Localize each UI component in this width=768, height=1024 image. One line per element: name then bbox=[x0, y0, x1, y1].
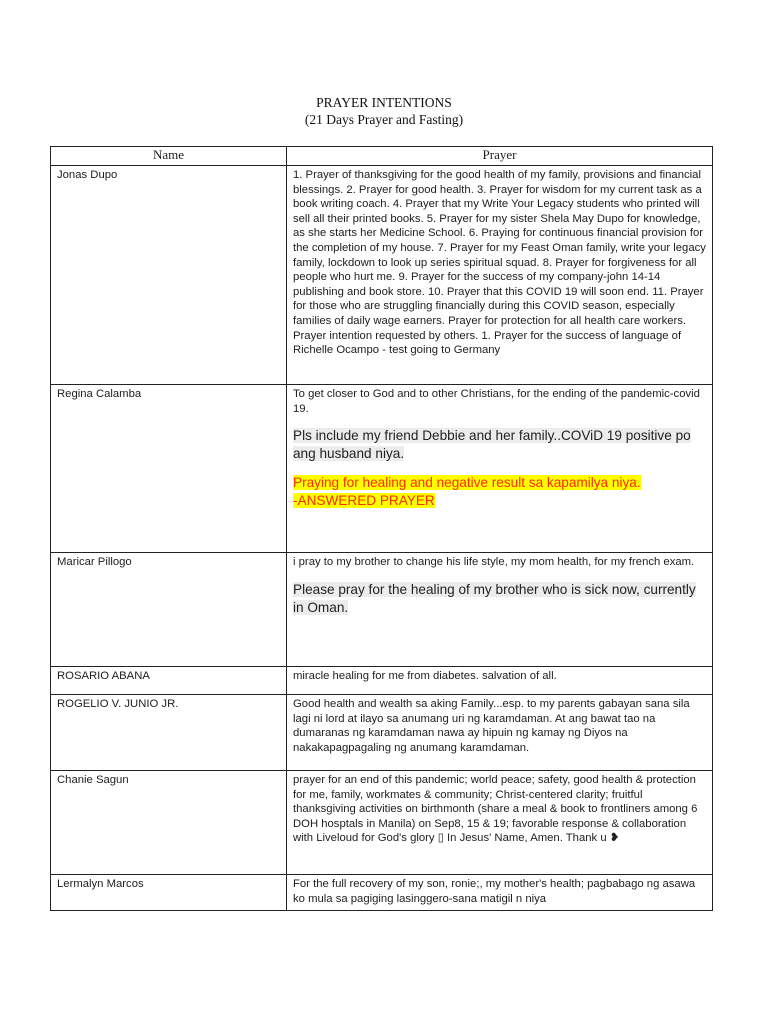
name-cell: Jonas Dupo bbox=[51, 166, 287, 385]
prayer-cell bbox=[287, 875, 713, 911]
prayer-cell bbox=[287, 695, 713, 771]
table-row bbox=[51, 771, 713, 875]
prayer-cell bbox=[287, 385, 713, 553]
document-header bbox=[0, 94, 768, 128]
name-cell: ROGELIO V. JUNIO JR. bbox=[51, 695, 287, 771]
column-header-prayer: Prayer bbox=[287, 147, 713, 166]
table-row bbox=[51, 385, 713, 553]
additional-request-text: Please pray for the healing of my brother who is sick now, currently in Oman. bbox=[293, 581, 696, 615]
prayer-text: Good health and wealth sa aking Family...esp. to my parents gabayan sana sila lagi ni lord at ilayo sa anumang uri ng karamdaman. At ang bawat tao na dumaranas ng karamdaman nawa ay hipuin ng kamay ng Diyos na nakakapagpagaling ng anumang karamdaman. bbox=[293, 698, 690, 754]
table-row bbox=[51, 695, 713, 771]
table-row bbox=[51, 166, 713, 385]
name-cell: Regina Calamba bbox=[51, 385, 287, 553]
name-cell: Maricar Pillogo bbox=[51, 553, 287, 667]
prayer-cell bbox=[287, 166, 713, 385]
document-title: PRAYER INTENTIONS bbox=[316, 95, 452, 110]
document-subtitle: (21 Days Prayer and Fasting) bbox=[304, 112, 464, 127]
prayer-text: For the full recovery of my son, ronie;, my mother's health; pagbabago ng asawa ko mula sa pagiging lasinggero-sana matigil n niya bbox=[293, 878, 696, 905]
name-cell: ROSARIO ABANA bbox=[51, 667, 287, 695]
prayer-text: To get closer to God and to other Christians, for the ending of the pandemic-covid 19. bbox=[293, 388, 700, 415]
name-cell: Chanie Sagun bbox=[51, 771, 287, 875]
prayer-cell bbox=[287, 667, 713, 695]
highlighted-request-text: Praying for healing and negative result sa kapamilya niya. bbox=[293, 475, 641, 491]
prayer-cell bbox=[287, 553, 713, 667]
additional-request-text: Pls include my friend Debbie and her family..COViD 19 positive po ang husband niya. bbox=[293, 428, 691, 462]
table-row bbox=[51, 875, 713, 911]
prayer-text: 1. Prayer of thanksgiving for the good health of my family, provisions and financial blessings. 2. Prayer for good health. 3. Prayer for wisdom for my current task as a book writing coach. 4. Prayer that my Write Your Legacy students who printed will sell all their printed books. 5. Prayer for my sister Shela May Dupo for knowledge, as she starts her Medicine School. 6. Praying for continuous financial provision for the completion of my house. 7. Prayer for my Feast Oman family, write your legacy family, lockdown to look up series spiritual squad. 8. Prayer for forgiveness for all people who hurt me. 9. Prayer for the success of my company-john 14-14 publishing and book store. 10. Prayer that this COVID 19 will soon end. 11. Prayer for those who are struggling financially during this COVID season, especially families of daily wage earners. Prayer for protection for all health care workers. Prayer intention requested by others. 1. Prayer for the success of language of Richelle Ocampo - test going to Germany bbox=[293, 169, 706, 357]
column-header-name: Name bbox=[51, 147, 287, 166]
table-header-row bbox=[51, 147, 713, 166]
table-row bbox=[51, 553, 713, 667]
prayer-cell bbox=[287, 771, 713, 875]
prayer-text: miracle healing for me from diabetes. salvation of all. bbox=[293, 670, 557, 682]
table-row bbox=[51, 667, 713, 695]
prayer-text: i pray to my brother to change his life style, my mom health, for my french exam. bbox=[293, 556, 695, 568]
prayer-text: prayer for an end of this pandemic; world peace; safety, good health & protection for me, family, workmates & community; Christ-centered clarity; fruitful thanksgiving activities on birthmonth (share a meal & book to frontliners among 6 DOH hosptals in Manila) on Sep8, 15 & 19; favorable response & collaboration with Liveloud for God's glory ▯ In Jesus' Name, Amen. Thank u ❥ bbox=[293, 774, 698, 845]
answered-prayer-label: -ANSWERED PRAYER bbox=[293, 493, 435, 509]
prayer-table bbox=[50, 146, 713, 911]
name-cell: Lermalyn Marcos bbox=[51, 875, 287, 911]
